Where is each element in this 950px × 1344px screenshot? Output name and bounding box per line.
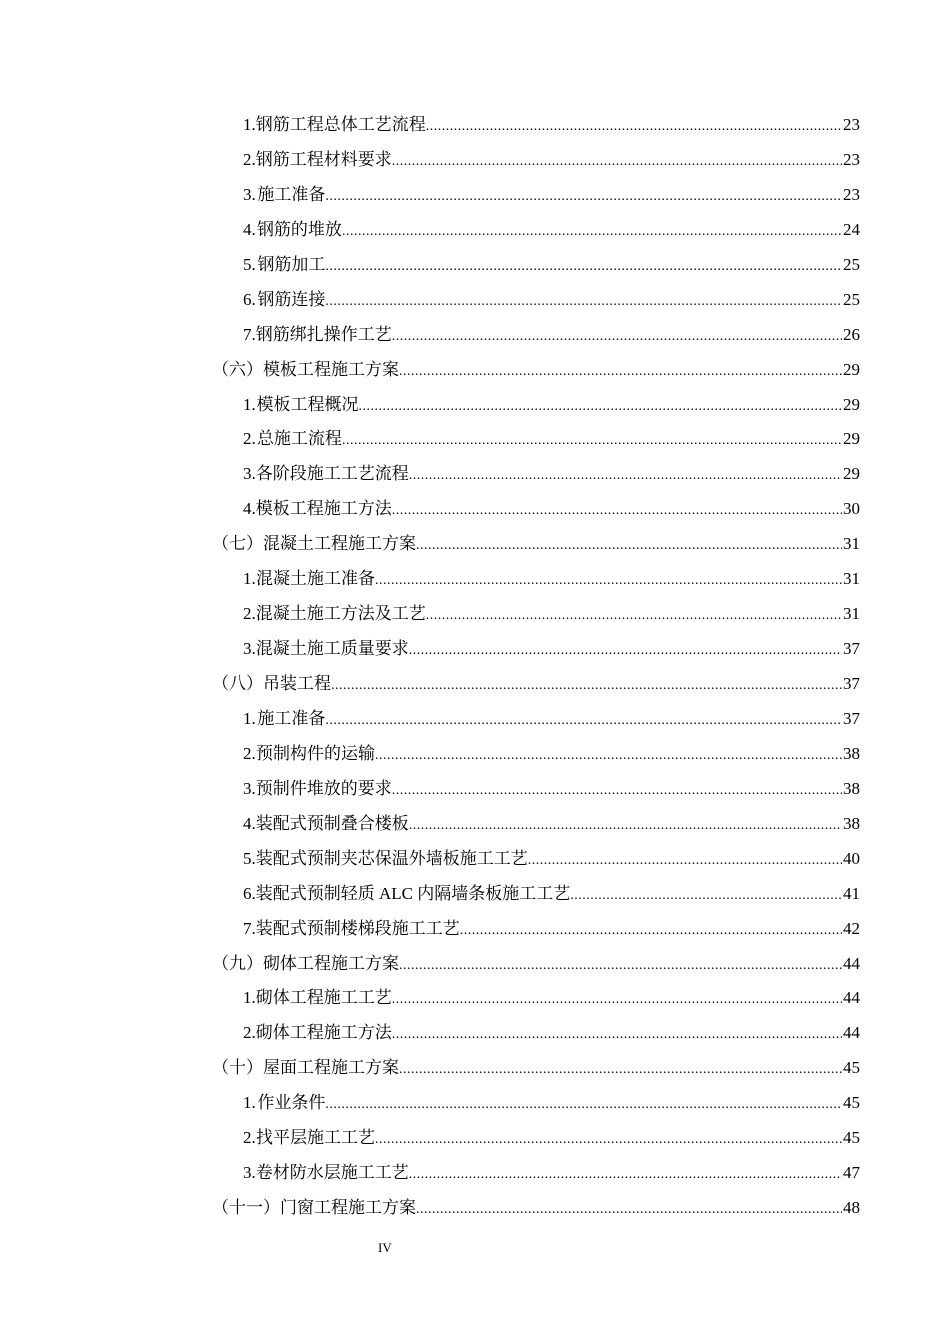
toc-entry-number: 5. xyxy=(243,254,256,274)
toc-entry-title: 施工准备 xyxy=(257,184,326,204)
toc-entry-title: 总施工流程 xyxy=(256,429,342,449)
toc-entry-number: 4. xyxy=(243,813,256,833)
toc-entry-page: 29 xyxy=(843,359,860,379)
toc-entry-title: 砌体工程施工工艺 xyxy=(255,988,392,1008)
toc-entry-title: 模板工程施工方法 xyxy=(255,499,392,519)
dot-leader xyxy=(426,110,842,145)
toc-entry-title: 吊装工程 xyxy=(263,674,331,693)
toc-entry[interactable] xyxy=(0,143,950,178)
dot-leader xyxy=(392,494,842,529)
toc-entry-title: 预制件堆放的要求 xyxy=(255,778,392,798)
dot-leader xyxy=(325,704,842,739)
dot-leader xyxy=(399,949,842,984)
toc-entry-page: 38 xyxy=(843,778,860,798)
dot-leader xyxy=(325,250,842,285)
toc-entry[interactable] xyxy=(0,632,950,667)
toc-entry-number: 6. xyxy=(243,289,256,309)
toc-entry[interactable] xyxy=(0,1051,950,1086)
toc-entry-title: 混凝土工程施工方案 xyxy=(263,534,416,554)
toc-entry[interactable] xyxy=(0,947,950,982)
toc-entry-number: 4. xyxy=(243,499,256,519)
dot-leader xyxy=(409,459,842,494)
toc-entry-page: 37 xyxy=(843,674,860,693)
toc-entry[interactable] xyxy=(0,527,950,562)
toc-entry-title: 装配式预制轻质 ALC 内隔墙条板施工工艺 xyxy=(255,883,571,903)
toc-entry-title: 施工准备 xyxy=(257,708,326,728)
toc-entry-page: 47 xyxy=(843,1163,860,1183)
toc-entry-number: （十一） xyxy=(212,1198,280,1218)
toc-entry-title: 混凝土施工质量要求 xyxy=(255,639,409,659)
toc-entry-title: 砌体工程施工方法 xyxy=(255,1023,392,1043)
toc-entry[interactable] xyxy=(0,702,950,737)
toc-entry-title: 装配式预制夹芯保温外墙板施工工艺 xyxy=(255,848,528,868)
toc-entry-title: 屋面工程施工方案 xyxy=(263,1058,399,1078)
toc-entry-title: 钢筋工程总体工艺流程 xyxy=(255,115,426,134)
dot-leader xyxy=(392,320,842,355)
dot-leader xyxy=(426,599,842,634)
toc-entry-page: 25 xyxy=(843,289,860,309)
toc-entry-page: 31 xyxy=(843,569,860,589)
toc-entry[interactable] xyxy=(0,1191,950,1226)
toc-entry[interactable] xyxy=(0,1086,950,1121)
dot-leader xyxy=(331,669,842,704)
toc-entry-page: 31 xyxy=(843,604,860,624)
toc-entry[interactable] xyxy=(0,283,950,318)
toc-entry-page: 30 xyxy=(843,499,860,519)
toc-entry-number: （九） xyxy=(212,953,263,973)
toc-entry-title: 砌体工程施工方案 xyxy=(263,953,399,973)
toc-entry-number: 2. xyxy=(243,1128,256,1148)
toc-entry-number: 7. xyxy=(243,918,256,938)
dot-leader xyxy=(570,879,842,914)
dot-leader xyxy=(392,145,842,180)
toc-entry[interactable] xyxy=(0,737,950,772)
toc-entry-number: （十） xyxy=(212,1058,263,1078)
toc-entry-title: 混凝土施工准备 xyxy=(256,569,376,589)
toc-entry-title: 钢筋绑扎操作工艺 xyxy=(255,324,392,344)
toc-entry-title: 各阶段施工工艺流程 xyxy=(255,464,409,484)
dot-leader xyxy=(416,1193,842,1228)
toc-entry-number: 3. xyxy=(243,639,256,659)
toc-entry[interactable] xyxy=(0,108,950,143)
dot-leader xyxy=(325,1088,842,1123)
dot-leader xyxy=(392,983,842,1018)
toc-entry-title: 找平层施工工艺 xyxy=(256,1128,376,1148)
toc-entry-number: 1. xyxy=(243,988,256,1008)
dot-leader xyxy=(409,634,842,669)
toc-entry-title: 钢筋加工 xyxy=(257,254,326,274)
dot-leader xyxy=(342,424,842,459)
toc-entry-title: 模板工程概况 xyxy=(256,394,359,414)
toc-entry[interactable] xyxy=(0,842,950,877)
toc-entry-number: 1. xyxy=(243,394,256,414)
dot-leader xyxy=(342,215,842,250)
dot-leader xyxy=(416,529,842,564)
toc-entry-number: 6. xyxy=(243,883,256,903)
dot-leader xyxy=(409,1158,842,1193)
dot-leader xyxy=(392,1018,842,1053)
toc-entry-number: （六） xyxy=(212,359,263,379)
toc-entry[interactable] xyxy=(0,213,950,248)
toc-entry[interactable] xyxy=(0,597,950,632)
toc-entry-page: 37 xyxy=(843,639,860,659)
toc-entry-page: 23 xyxy=(843,115,860,134)
toc-entry-number: 1. xyxy=(243,1093,256,1113)
toc-entry[interactable] xyxy=(0,178,950,213)
toc-entry[interactable] xyxy=(0,457,950,492)
toc-entry-title: 钢筋连接 xyxy=(257,289,326,309)
toc-entry[interactable] xyxy=(0,1156,950,1191)
dot-leader xyxy=(375,739,842,774)
dot-leader xyxy=(375,564,842,599)
toc-entry-number: 3. xyxy=(243,778,256,798)
toc-entry-number: 2. xyxy=(243,429,256,449)
toc-entry-page: 29 xyxy=(843,464,860,484)
toc-entry-page: 37 xyxy=(843,708,860,728)
toc-entry[interactable] xyxy=(0,492,950,527)
toc-entry-number: 4. xyxy=(243,219,256,239)
toc-entry-number: 2. xyxy=(243,149,256,169)
toc-entry[interactable] xyxy=(0,1121,950,1156)
dot-leader xyxy=(392,774,842,809)
toc-entry-page: 29 xyxy=(843,394,860,414)
toc-entry-page: 29 xyxy=(843,429,860,449)
dot-leader xyxy=(528,844,842,879)
toc-entry[interactable] xyxy=(0,562,950,597)
toc-entry-number: （七） xyxy=(212,534,263,554)
dot-leader xyxy=(375,1123,842,1158)
toc-entry-page: 45 xyxy=(843,1093,860,1113)
toc-entry[interactable] xyxy=(0,318,950,353)
toc-entry-number: 5. xyxy=(243,848,256,868)
toc-entry-title: 钢筋工程材料要求 xyxy=(255,149,392,169)
toc-entry-number: 2. xyxy=(243,1023,256,1043)
toc-entry-number: 1. xyxy=(243,708,256,728)
toc-entry[interactable] xyxy=(0,422,950,457)
toc-entry-number: 3. xyxy=(243,1163,256,1183)
toc-entry-page: 26 xyxy=(843,324,860,344)
toc-entry-page: 38 xyxy=(843,813,860,833)
toc-entry-number: （八） xyxy=(212,674,263,693)
toc-entry-number: 3. xyxy=(243,184,256,204)
dot-leader xyxy=(325,180,842,215)
toc-entry-title: 装配式预制叠合楼板 xyxy=(255,813,409,833)
toc-entry-title: 装配式预制楼梯段施工工艺 xyxy=(255,918,460,938)
dot-leader xyxy=(358,390,842,425)
toc-entry-title: 钢筋的堆放 xyxy=(256,219,342,239)
toc-entry-page: 45 xyxy=(843,1058,860,1078)
toc-entry[interactable] xyxy=(0,1016,950,1051)
toc-entry-page: 23 xyxy=(843,184,860,204)
toc-entry-page: 41 xyxy=(843,883,860,903)
toc-entry-page: 44 xyxy=(843,988,860,1008)
toc-entry-title: 作业条件 xyxy=(257,1093,326,1113)
toc-entry-number: 2. xyxy=(243,743,256,763)
toc-entry-page: 42 xyxy=(843,918,860,938)
toc-entry[interactable] xyxy=(0,807,950,842)
toc-entry[interactable] xyxy=(0,353,950,388)
toc-entry-number: 3. xyxy=(243,464,256,484)
dot-leader xyxy=(399,355,842,390)
toc-entry-page: 48 xyxy=(843,1198,860,1218)
toc-entry-number: 7. xyxy=(243,324,256,344)
toc-entry-page: 40 xyxy=(843,848,860,868)
page-number: IV xyxy=(378,1240,392,1255)
toc-entry-title: 卷材防水层施工工艺 xyxy=(255,1163,409,1183)
toc-entry-page: 38 xyxy=(843,743,860,763)
toc-entry-number: 1. xyxy=(243,115,256,134)
toc-entry[interactable] xyxy=(0,388,950,423)
toc-entry-page: 25 xyxy=(843,254,860,274)
toc-entry-number: 2. xyxy=(243,604,256,624)
toc-entry-page: 23 xyxy=(843,149,860,169)
toc-entry-page: 24 xyxy=(843,219,860,239)
table-of-contents xyxy=(0,108,950,1226)
toc-entry-title: 模板工程施工方案 xyxy=(263,359,399,379)
toc-entry[interactable] xyxy=(0,667,950,702)
toc-entry-page: 45 xyxy=(843,1128,860,1148)
dot-leader xyxy=(325,285,842,320)
toc-entry-title: 混凝土施工方法及工艺 xyxy=(255,604,426,624)
toc-entry[interactable] xyxy=(0,772,950,807)
toc-entry[interactable] xyxy=(0,912,950,947)
dot-leader xyxy=(409,809,842,844)
dot-leader xyxy=(460,914,842,949)
toc-entry[interactable] xyxy=(0,877,950,912)
toc-entry-title: 预制构件的运输 xyxy=(256,743,376,763)
toc-entry-page: 31 xyxy=(843,534,860,554)
dot-leader xyxy=(399,1053,842,1088)
toc-entry[interactable] xyxy=(0,248,950,283)
toc-entry[interactable] xyxy=(0,981,950,1016)
toc-entry-title: 门窗工程施工方案 xyxy=(280,1198,416,1218)
toc-entry-page: 44 xyxy=(843,1023,860,1043)
toc-entry-number: 1. xyxy=(243,569,256,589)
toc-entry-page: 44 xyxy=(843,953,860,973)
